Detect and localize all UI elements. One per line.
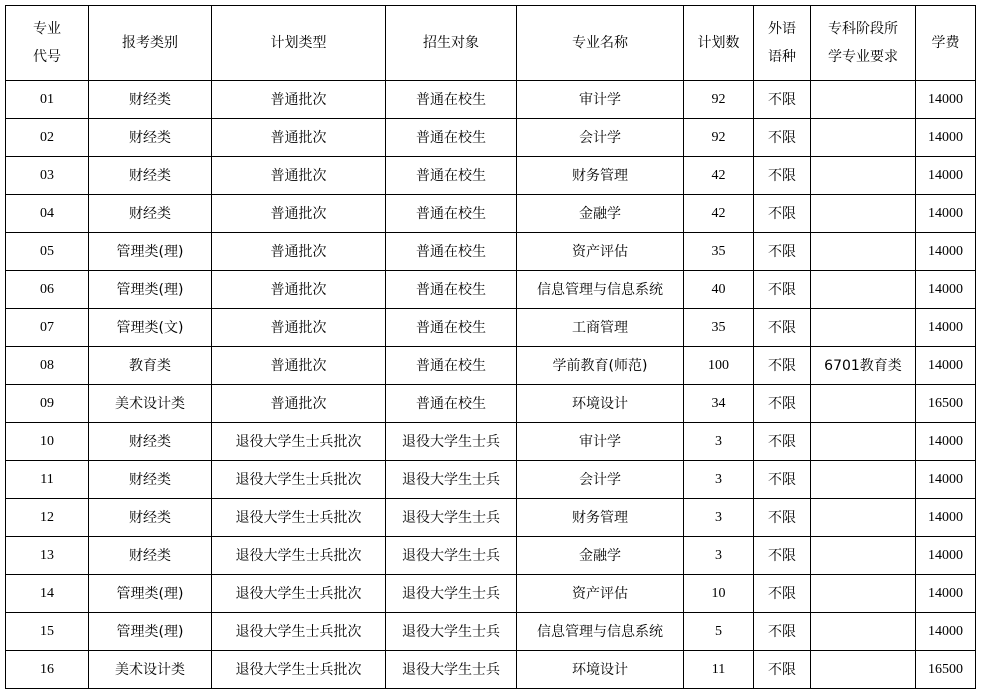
cell-fee: 14000 xyxy=(916,81,976,119)
header-requirement-line1: 专科阶段所 xyxy=(828,21,898,37)
cell-language: 不限 xyxy=(754,423,811,461)
table-row xyxy=(6,119,976,157)
cell-count: 3 xyxy=(684,499,754,537)
cell-fee: 14000 xyxy=(916,499,976,537)
table-row xyxy=(6,157,976,195)
table-row xyxy=(6,309,976,347)
cell-requirement xyxy=(811,575,916,613)
cell-plan-type: 普通批次 xyxy=(212,271,386,309)
cell-plan-type: 退役大学生士兵批次 xyxy=(212,499,386,537)
cell-plan-type: 退役大学生士兵批次 xyxy=(212,613,386,651)
cell-target: 普通在校生 xyxy=(386,347,517,385)
cell-requirement xyxy=(811,157,916,195)
cell-major: 财务管理 xyxy=(517,499,684,537)
cell-category: 财经类 xyxy=(89,499,212,537)
table-row xyxy=(6,423,976,461)
table-row xyxy=(6,81,976,119)
cell-major: 会计学 xyxy=(517,461,684,499)
header-requirement-line2: 学专业要求 xyxy=(828,49,898,65)
cell-code: 01 xyxy=(6,81,89,119)
cell-requirement xyxy=(811,271,916,309)
table-row xyxy=(6,271,976,309)
cell-category: 美术设计类 xyxy=(89,385,212,423)
cell-count: 100 xyxy=(684,347,754,385)
cell-major: 资产评估 xyxy=(517,575,684,613)
cell-requirement xyxy=(811,499,916,537)
header-major-code-line1: 专业 xyxy=(33,21,61,37)
cell-major: 审计学 xyxy=(517,423,684,461)
cell-language: 不限 xyxy=(754,309,811,347)
cell-language: 不限 xyxy=(754,385,811,423)
cell-code: 15 xyxy=(6,613,89,651)
cell-code: 11 xyxy=(6,461,89,499)
cell-target: 普通在校生 xyxy=(386,271,517,309)
cell-target: 退役大学生士兵 xyxy=(386,651,517,689)
header-plan-type: 计划类型 xyxy=(212,6,386,81)
cell-major: 金融学 xyxy=(517,537,684,575)
cell-language: 不限 xyxy=(754,613,811,651)
cell-language: 不限 xyxy=(754,157,811,195)
cell-fee: 14000 xyxy=(916,157,976,195)
cell-requirement xyxy=(811,651,916,689)
cell-category: 教育类 xyxy=(89,347,212,385)
cell-target: 退役大学生士兵 xyxy=(386,461,517,499)
cell-target: 普通在校生 xyxy=(386,233,517,271)
table-row xyxy=(6,385,976,423)
cell-fee: 14000 xyxy=(916,347,976,385)
cell-requirement xyxy=(811,195,916,233)
cell-major: 审计学 xyxy=(517,81,684,119)
cell-count: 40 xyxy=(684,271,754,309)
cell-fee: 14000 xyxy=(916,309,976,347)
cell-requirement xyxy=(811,537,916,575)
cell-fee: 14000 xyxy=(916,575,976,613)
cell-plan-type: 退役大学生士兵批次 xyxy=(212,461,386,499)
cell-fee: 14000 xyxy=(916,195,976,233)
table-body xyxy=(6,81,976,689)
header-category: 报考类别 xyxy=(89,6,212,81)
cell-target: 普通在校生 xyxy=(386,119,517,157)
cell-plan-type: 退役大学生士兵批次 xyxy=(212,537,386,575)
cell-target: 普通在校生 xyxy=(386,195,517,233)
cell-code: 07 xyxy=(6,309,89,347)
cell-count: 3 xyxy=(684,461,754,499)
cell-count: 92 xyxy=(684,119,754,157)
table-row xyxy=(6,499,976,537)
cell-plan-type: 退役大学生士兵批次 xyxy=(212,651,386,689)
cell-requirement xyxy=(811,309,916,347)
cell-plan-type: 普通批次 xyxy=(212,119,386,157)
cell-major: 信息管理与信息系统 xyxy=(517,613,684,651)
cell-language: 不限 xyxy=(754,81,811,119)
cell-major: 学前教育(师范) xyxy=(517,347,684,385)
header-language-line1: 外语 xyxy=(768,21,796,37)
enrollment-plan-table xyxy=(5,5,976,689)
cell-code: 14 xyxy=(6,575,89,613)
cell-count: 10 xyxy=(684,575,754,613)
header-plan-count: 计划数 xyxy=(684,6,754,81)
cell-language: 不限 xyxy=(754,195,811,233)
cell-code: 13 xyxy=(6,537,89,575)
cell-plan-type: 普通批次 xyxy=(212,385,386,423)
table-row xyxy=(6,537,976,575)
cell-plan-type: 普通批次 xyxy=(212,309,386,347)
cell-category: 财经类 xyxy=(89,195,212,233)
cell-requirement xyxy=(811,81,916,119)
cell-language: 不限 xyxy=(754,461,811,499)
cell-fee: 16500 xyxy=(916,385,976,423)
cell-category: 美术设计类 xyxy=(89,651,212,689)
cell-fee: 14000 xyxy=(916,461,976,499)
cell-count: 42 xyxy=(684,157,754,195)
cell-target: 退役大学生士兵 xyxy=(386,499,517,537)
header-major-code-line2: 代号 xyxy=(33,49,61,65)
cell-major: 金融学 xyxy=(517,195,684,233)
cell-fee: 14000 xyxy=(916,233,976,271)
header-language xyxy=(754,6,811,81)
cell-count: 42 xyxy=(684,195,754,233)
cell-target: 普通在校生 xyxy=(386,81,517,119)
cell-target: 普通在校生 xyxy=(386,385,517,423)
cell-fee: 16500 xyxy=(916,651,976,689)
cell-language: 不限 xyxy=(754,499,811,537)
cell-requirement xyxy=(811,461,916,499)
header-language-line2: 语种 xyxy=(768,49,796,65)
cell-count: 3 xyxy=(684,537,754,575)
cell-fee: 14000 xyxy=(916,613,976,651)
cell-category: 管理类(理) xyxy=(89,575,212,613)
header-tuition: 学费 xyxy=(916,6,976,81)
cell-requirement xyxy=(811,613,916,651)
cell-category: 财经类 xyxy=(89,423,212,461)
cell-major: 环境设计 xyxy=(517,651,684,689)
table-row xyxy=(6,195,976,233)
cell-category: 财经类 xyxy=(89,81,212,119)
cell-major: 工商管理 xyxy=(517,309,684,347)
cell-category: 管理类(理) xyxy=(89,271,212,309)
cell-code: 04 xyxy=(6,195,89,233)
cell-language: 不限 xyxy=(754,575,811,613)
table-row xyxy=(6,347,976,385)
cell-target: 退役大学生士兵 xyxy=(386,423,517,461)
header-major-code xyxy=(6,6,89,81)
cell-requirement: 6701教育类 xyxy=(811,347,916,385)
cell-requirement xyxy=(811,119,916,157)
cell-code: 06 xyxy=(6,271,89,309)
cell-major: 资产评估 xyxy=(517,233,684,271)
cell-fee: 14000 xyxy=(916,423,976,461)
header-target: 招生对象 xyxy=(386,6,517,81)
cell-language: 不限 xyxy=(754,651,811,689)
cell-code: 05 xyxy=(6,233,89,271)
cell-language: 不限 xyxy=(754,537,811,575)
cell-target: 退役大学生士兵 xyxy=(386,537,517,575)
cell-code: 16 xyxy=(6,651,89,689)
cell-language: 不限 xyxy=(754,347,811,385)
cell-code: 10 xyxy=(6,423,89,461)
cell-major: 环境设计 xyxy=(517,385,684,423)
cell-category: 管理类(文) xyxy=(89,309,212,347)
cell-requirement xyxy=(811,233,916,271)
cell-target: 退役大学生士兵 xyxy=(386,575,517,613)
cell-plan-type: 退役大学生士兵批次 xyxy=(212,575,386,613)
cell-code: 03 xyxy=(6,157,89,195)
cell-plan-type: 普通批次 xyxy=(212,157,386,195)
cell-code: 12 xyxy=(6,499,89,537)
cell-count: 35 xyxy=(684,233,754,271)
cell-language: 不限 xyxy=(754,271,811,309)
cell-category: 管理类(理) xyxy=(89,613,212,651)
cell-major: 会计学 xyxy=(517,119,684,157)
header-major-name: 专业名称 xyxy=(517,6,684,81)
cell-count: 3 xyxy=(684,423,754,461)
cell-count: 5 xyxy=(684,613,754,651)
cell-plan-type: 普通批次 xyxy=(212,233,386,271)
table-row xyxy=(6,575,976,613)
cell-category: 财经类 xyxy=(89,537,212,575)
table-row xyxy=(6,461,976,499)
cell-fee: 14000 xyxy=(916,119,976,157)
table-row xyxy=(6,613,976,651)
cell-fee: 14000 xyxy=(916,271,976,309)
cell-requirement xyxy=(811,423,916,461)
table-row xyxy=(6,233,976,271)
cell-category: 财经类 xyxy=(89,461,212,499)
cell-category: 管理类(理) xyxy=(89,233,212,271)
cell-target: 退役大学生士兵 xyxy=(386,613,517,651)
cell-count: 34 xyxy=(684,385,754,423)
cell-category: 财经类 xyxy=(89,119,212,157)
header-prior-major-requirement xyxy=(811,6,916,81)
cell-count: 35 xyxy=(684,309,754,347)
cell-plan-type: 普通批次 xyxy=(212,347,386,385)
cell-code: 09 xyxy=(6,385,89,423)
cell-language: 不限 xyxy=(754,233,811,271)
cell-major: 信息管理与信息系统 xyxy=(517,271,684,309)
cell-target: 普通在校生 xyxy=(386,157,517,195)
cell-code: 08 xyxy=(6,347,89,385)
cell-major: 财务管理 xyxy=(517,157,684,195)
cell-plan-type: 普通批次 xyxy=(212,195,386,233)
cell-count: 92 xyxy=(684,81,754,119)
cell-fee: 14000 xyxy=(916,537,976,575)
cell-plan-type: 普通批次 xyxy=(212,81,386,119)
cell-code: 02 xyxy=(6,119,89,157)
cell-count: 11 xyxy=(684,651,754,689)
header-row xyxy=(6,6,976,81)
cell-language: 不限 xyxy=(754,119,811,157)
cell-requirement xyxy=(811,385,916,423)
cell-target: 普通在校生 xyxy=(386,309,517,347)
cell-plan-type: 退役大学生士兵批次 xyxy=(212,423,386,461)
cell-category: 财经类 xyxy=(89,157,212,195)
table-row xyxy=(6,651,976,689)
